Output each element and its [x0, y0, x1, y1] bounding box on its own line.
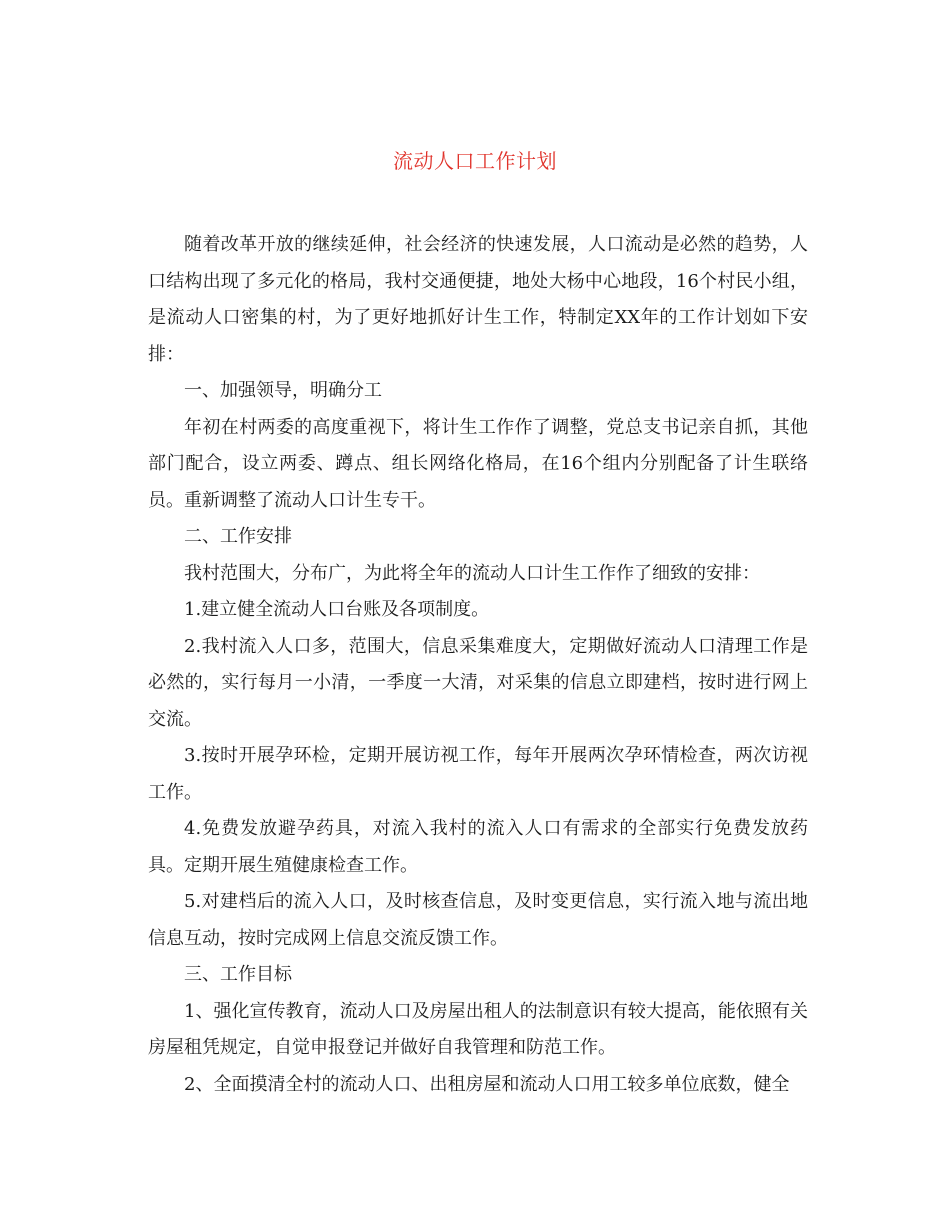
list-item-1: 1.建立健全流动人口台账及各项制度。	[184, 599, 490, 620]
list-item-2: 2.我村流入人口多，范围大，信息采集难度大，定期做好流动人口清理工作是必然的，实行每月一小清，一季度一大清，对采集的信息立即建档，按时进行网上交流。	[148, 635, 808, 730]
goal-item-1: 1、强化宣传教育，流动人口及房屋出租人的法制意识有较大提高，能依照有关房屋租凭规定，自觉申报登记并做好自我管理和防范工作。	[148, 1000, 808, 1058]
list-item-4: 4.免费发放避孕药具，对流入我村的流入人口有需求的全部实行免费发放药具。定期开展生殖健康检查工作。	[148, 818, 808, 876]
paragraph-intro: 随着改革开放的继续延伸，社会经济的快速发展，人口流动是必然的趋势，人口结构出现了多元化的格局，我村交通便捷，地处大杨中心地段，16个村民小组，是流动人口密集的村，为了更好地抓好计生工作，特制定XX年的工作计划如下安排：	[148, 234, 808, 365]
list-item-5: 5.对建档后的流入人口，及时核查信息，及时变更信息，实行流入地与流出地信息互动，按时完成网上信息交流反馈工作。	[148, 891, 808, 949]
document-title: 流动人口工作计划	[393, 149, 557, 173]
heading-section-2: 二、工作安排	[184, 526, 292, 547]
heading-section-3: 三、工作目标	[184, 964, 292, 985]
heading-section-1: 一、加强领导，明确分工	[184, 380, 382, 401]
paragraph-section-2-intro: 我村范围大，分布广，为此将全年的流动人口计生工作作了细致的安排：	[184, 562, 760, 584]
list-item-3: 3.按时开展孕环检，定期开展访视工作，每年开展两次孕环情检查，两次访视工作。	[148, 745, 808, 803]
document-body	[148, 227, 808, 1103]
paragraph-section-1: 年初在村两委的高度重视下，将计生工作作了调整，党总支书记亲自抓，其他部门配合，设立两委、蹲点、组长网络化格局，在16个组内分别配备了计生联络员。重新调整了流动人口计生专干。	[148, 416, 808, 511]
goal-item-2: 2、全面摸清全村的流动人口、出租房屋和流动人口用工较多单位底数，健全	[184, 1073, 790, 1095]
